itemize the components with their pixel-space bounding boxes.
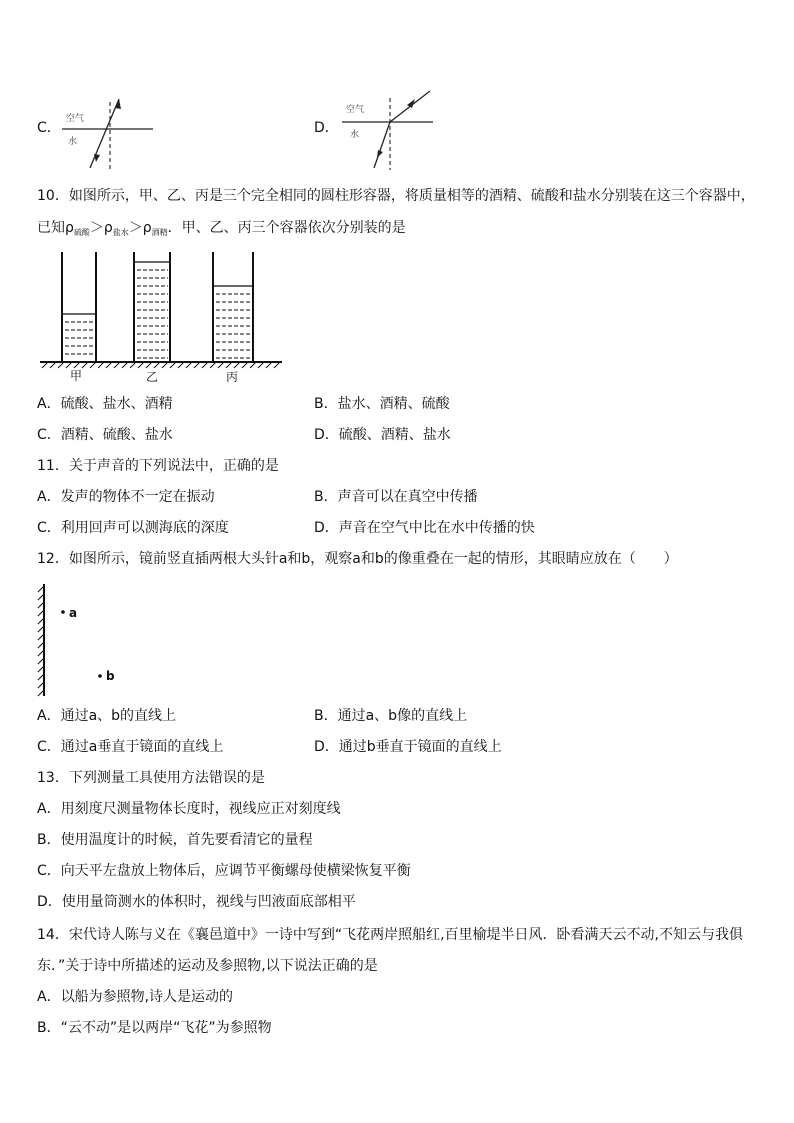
q14-option-b: B．“云不动”是以两岸“飞花”为参照物 — [37, 1020, 272, 1036]
pin-b-label: b — [106, 669, 115, 683]
q10-stem-line1: 10．如图所示，甲、乙、丙是三个完全相同的圆柱形容器，将质量相等的酒精、硫酸和盐水分别装在这三个容器中， — [37, 188, 755, 204]
label-air: 空气 — [66, 114, 85, 124]
greater-than-rho: ＞ρ — [128, 220, 152, 236]
q11-option-b: B．声音可以在真空中传播 — [314, 489, 478, 505]
q10-option-c: C．酒精、硫酸、盐水 — [37, 427, 173, 443]
q12-option-c: C．通过a垂直于镜面的直线上 — [37, 739, 224, 755]
q14-stem-line1: 14．宋代诗人陈与义在《襄邑道中》一诗中写到“飞花两岸照船红,百里榆堤半日风．卧看满天云不动,不知云与我俱 — [37, 927, 743, 943]
ray-arrow-icon — [377, 150, 383, 158]
label-water: 水 — [68, 137, 78, 147]
q9-option-c-figure — [60, 96, 156, 176]
q13-stem: 13．下列测量工具使用方法错误的是 — [37, 770, 265, 786]
q12-option-d: D．通过b垂直于镜面的直线上 — [314, 739, 502, 755]
q13-option-d: D．使用量筒测水的体积时，视线与凹液面底部相平 — [37, 894, 356, 910]
rho-symbol: 已知ρ — [37, 220, 74, 236]
pin-b-dot — [98, 674, 102, 678]
q9-option-d-figure — [340, 88, 436, 174]
q10-option-a: A．硫酸、盐水、酒精 — [37, 396, 173, 412]
label-yi: 乙 — [146, 370, 159, 384]
q11-option-a: A．发声的物体不一定在振动 — [37, 489, 215, 505]
label-bing: 丙 — [226, 370, 239, 384]
q10-option-d: D．硫酸、酒精、盐水 — [314, 427, 451, 443]
container-yi — [134, 252, 170, 361]
pin-a-dot — [61, 610, 65, 614]
greater-than-rho: ＞ρ — [89, 220, 113, 236]
q11-stem: 11．关于声音的下列说法中，正确的是 — [37, 458, 279, 474]
q10-stem-line2 — [37, 218, 406, 240]
container-jia — [62, 252, 96, 361]
subscript-sulfuric-acid: 硫酸 — [73, 228, 90, 237]
q12-mirror-figure — [36, 582, 136, 698]
q10-option-b: B．盐水、酒精、硫酸 — [314, 396, 450, 412]
q13-option-b: B．使用温度计的时候，首先要看清它的量程 — [37, 832, 313, 848]
q13-option-c: C．向天平左盘放上物体后，应调节平衡螺母使横梁恢复平衡 — [37, 863, 411, 879]
q14-option-a: A．以船为参照物,诗人是运动的 — [37, 989, 234, 1005]
q9-option-d-letter: D． — [314, 120, 339, 136]
subscript-alcohol: 酒精 — [151, 228, 168, 237]
refracted-ray — [374, 122, 390, 168]
light-ray — [90, 99, 119, 168]
q12-option-b: B．通过a、b像的直线上 — [314, 708, 468, 724]
q12-option-a: A．通过a、b的直线上 — [37, 708, 177, 724]
q10-containers-figure — [38, 248, 288, 384]
subscript-salt-water: 盐水 — [112, 228, 129, 237]
q11-option-c: C．利用回声可以测海底的深度 — [37, 520, 229, 536]
container-bing — [213, 252, 253, 361]
q13-option-a: A．用刻度尺测量物体长度时，视线应正对刻度线 — [37, 801, 341, 817]
q14-stem-line2: 东．”关于诗中所描述的运动及参照物,以下说法正确的是 — [37, 958, 378, 974]
pin-a-label: a — [69, 606, 78, 620]
q9-option-c-letter: C． — [37, 120, 61, 136]
label-water: 水 — [350, 130, 360, 140]
q10-stem-line2-end: ．甲、乙、丙三个容器依次分别装的是 — [167, 220, 406, 236]
label-jia: 甲 — [70, 369, 83, 383]
q12-stem: 12．如图所示，镜前竖直插两根大头针a和b，观察a和b的像重叠在一起的情形，其眼睛应放在（ ） — [37, 551, 678, 567]
label-air: 空气 — [346, 105, 365, 115]
q11-option-d: D．声音在空气中比在水中传播的快 — [314, 520, 535, 536]
